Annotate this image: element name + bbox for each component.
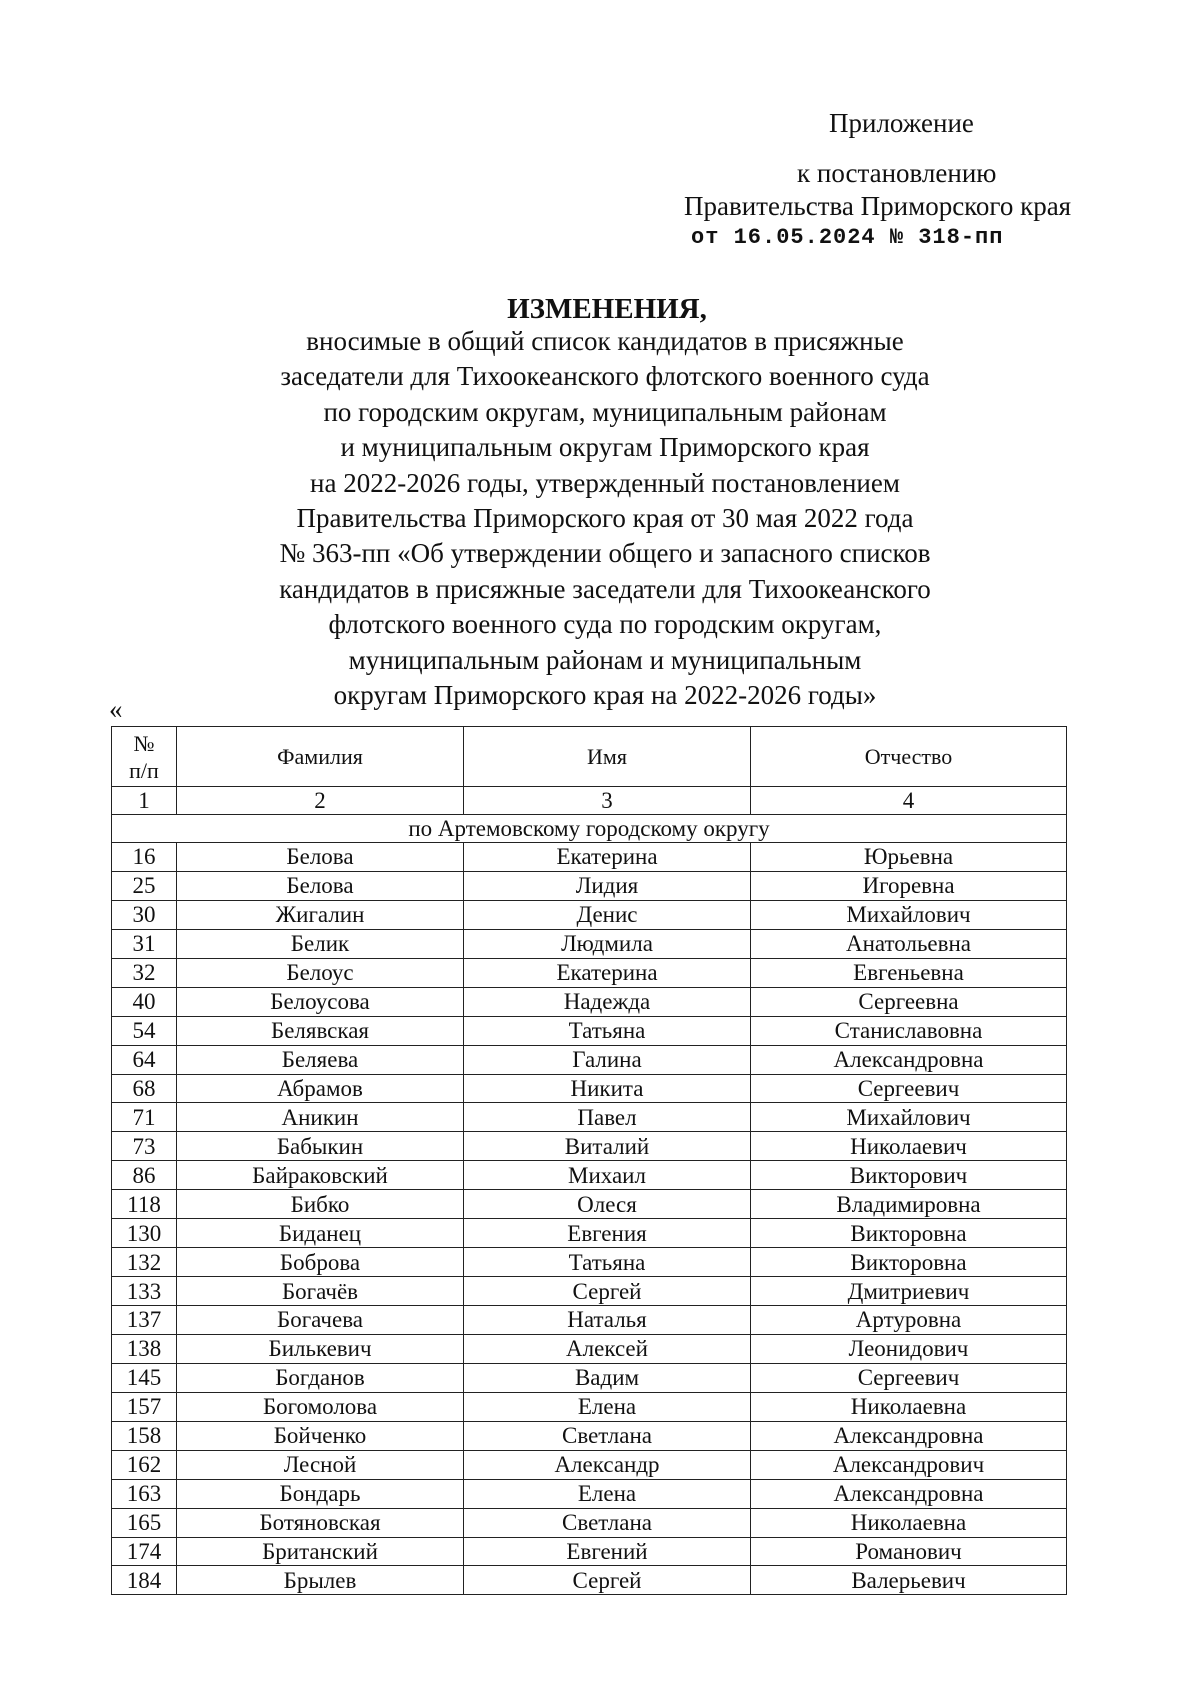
cell-name: Алексей <box>464 1334 751 1363</box>
cell-name: Елена <box>464 1479 751 1508</box>
cell-surname: Белявская <box>177 1016 464 1045</box>
table-row <box>112 871 1067 900</box>
region-label: по Артемовскому городскому округу <box>112 815 1067 843</box>
cell-number: 25 <box>112 871 177 900</box>
cell-surname: Бабыкин <box>177 1132 464 1161</box>
cell-number: 174 <box>112 1537 177 1566</box>
table-row <box>112 987 1067 1016</box>
cell-patronymic: Анатольевна <box>751 929 1067 958</box>
cell-patronymic: Александровна <box>751 1479 1067 1508</box>
index-cell: 2 <box>177 787 464 815</box>
appendix-line-2: Правительства Приморского края <box>684 191 1072 221</box>
cell-surname: Аникин <box>177 1103 464 1132</box>
cell-number: 40 <box>112 987 177 1016</box>
subtitle-line: вносимые в общий список кандидатов в присяжные <box>306 326 904 356</box>
cell-patronymic: Викторович <box>751 1161 1067 1190</box>
table-row <box>112 1219 1067 1248</box>
cell-number: 118 <box>112 1190 177 1219</box>
opening-quote-mark: « <box>109 694 123 724</box>
cell-surname: Бибко <box>177 1190 464 1219</box>
document-heading <box>0 292 1200 715</box>
cell-number: 64 <box>112 1045 177 1074</box>
cell-surname: Билькевич <box>177 1334 464 1363</box>
cell-number: 162 <box>112 1450 177 1479</box>
cell-name: Денис <box>464 900 751 929</box>
cell-patronymic: Сергеевна <box>751 987 1067 1016</box>
cell-name: Татьяна <box>464 1016 751 1045</box>
cell-name: Татьяна <box>464 1248 751 1277</box>
cell-patronymic: Владимировна <box>751 1190 1067 1219</box>
cell-patronymic: Леонидович <box>751 1334 1067 1363</box>
subtitle-line: округам Приморского края на 2022-2026 годы» <box>333 680 877 711</box>
subtitle-line: по городским округам, муниципальным районам <box>323 396 887 427</box>
table-row <box>112 1132 1067 1161</box>
cell-number: 184 <box>112 1566 177 1595</box>
cell-name: Олеся <box>464 1190 751 1219</box>
cell-name: Сергей <box>464 1566 751 1595</box>
cell-surname: Жигалин <box>177 900 464 929</box>
table-row <box>112 843 1067 872</box>
appendix-decree-number: от 16.05.2024 № 318-пп <box>691 225 1004 250</box>
cell-number: 138 <box>112 1334 177 1363</box>
cell-surname: Белоус <box>177 958 464 987</box>
appendix-line-1: к постановлению <box>797 158 997 188</box>
index-cell: 3 <box>464 787 751 815</box>
cell-number: 73 <box>112 1132 177 1161</box>
cell-name: Галина <box>464 1045 751 1074</box>
table-row <box>112 1074 1067 1103</box>
table-row <box>112 1277 1067 1306</box>
index-cell: 1 <box>112 787 177 815</box>
cell-number: 32 <box>112 958 177 987</box>
header-surname: Фамилия <box>177 727 464 787</box>
table-row <box>112 929 1067 958</box>
index-cell: 4 <box>751 787 1067 815</box>
cell-patronymic: Николаевич <box>751 1132 1067 1161</box>
table-row <box>112 1248 1067 1277</box>
table-row <box>112 1508 1067 1537</box>
subtitle-line: на 2022-2026 годы, утвержденный постановлением <box>310 467 900 498</box>
cell-surname: Лесной <box>177 1450 464 1479</box>
cell-surname: Биданец <box>177 1219 464 1248</box>
cell-number: 68 <box>112 1074 177 1103</box>
cell-patronymic: Евгеньевна <box>751 958 1067 987</box>
cell-name: Лидия <box>464 871 751 900</box>
cell-number: 54 <box>112 1016 177 1045</box>
table-row <box>112 1537 1067 1566</box>
cell-surname: Богачёв <box>177 1277 464 1306</box>
document-title: ИЗМЕНЕНИЯ, <box>507 293 707 325</box>
table-row <box>112 1103 1067 1132</box>
cell-name: Павел <box>464 1103 751 1132</box>
subtitle-line: кандидатов в присяжные заседатели для Тихоокеанского <box>279 573 931 604</box>
table-row <box>112 1566 1067 1595</box>
cell-name: Надежда <box>464 987 751 1016</box>
cell-number: 133 <box>112 1277 177 1306</box>
cell-name: Светлана <box>464 1508 751 1537</box>
table-row <box>112 1161 1067 1190</box>
cell-surname: Белик <box>177 929 464 958</box>
cell-number: 165 <box>112 1508 177 1537</box>
cell-patronymic: Михайлович <box>751 1103 1067 1132</box>
subtitle-line: № 363-пп «Об утверждении общего и запасного списков <box>279 538 931 569</box>
cell-number: 145 <box>112 1363 177 1392</box>
cell-surname: Ботяновская <box>177 1508 464 1537</box>
table-row <box>112 1016 1067 1045</box>
subtitle-line: заседатели для Тихоокеанского флотского военного суда <box>280 361 930 392</box>
cell-number: 137 <box>112 1306 177 1335</box>
candidates-table <box>111 726 1067 1595</box>
table-row <box>112 1392 1067 1421</box>
candidates-table-container <box>111 726 1066 1595</box>
cell-number: 163 <box>112 1479 177 1508</box>
cell-surname: Богданов <box>177 1363 464 1392</box>
cell-surname: Белова <box>177 843 464 872</box>
table-row <box>112 1306 1067 1335</box>
cell-surname: Богомолова <box>177 1392 464 1421</box>
table-row <box>112 900 1067 929</box>
cell-patronymic: Сергеевич <box>751 1363 1067 1392</box>
table-header-row <box>112 727 1067 787</box>
cell-surname: Абрамов <box>177 1074 464 1103</box>
cell-surname: Байраковский <box>177 1161 464 1190</box>
table-row <box>112 1190 1067 1219</box>
cell-surname: Брылев <box>177 1566 464 1595</box>
cell-patronymic: Сергеевич <box>751 1074 1067 1103</box>
cell-surname: Беляева <box>177 1045 464 1074</box>
appendix-title: Приложение <box>829 108 974 138</box>
cell-number: 157 <box>112 1392 177 1421</box>
cell-name: Людмила <box>464 929 751 958</box>
cell-name: Виталий <box>464 1132 751 1161</box>
document-subtitle <box>5 324 1200 713</box>
cell-surname: Белоусова <box>177 987 464 1016</box>
header-number-symbol: № <box>133 730 155 756</box>
cell-patronymic: Александровна <box>751 1421 1067 1450</box>
cell-surname: Белова <box>177 871 464 900</box>
cell-name: Екатерина <box>464 958 751 987</box>
cell-number: 158 <box>112 1421 177 1450</box>
cell-name: Наталья <box>464 1306 751 1335</box>
cell-patronymic: Дмитриевич <box>751 1277 1067 1306</box>
cell-patronymic: Игоревна <box>751 871 1067 900</box>
cell-name: Евгения <box>464 1219 751 1248</box>
cell-name: Екатерина <box>464 843 751 872</box>
cell-surname: Бондарь <box>177 1479 464 1508</box>
table-row <box>112 1479 1067 1508</box>
table-index-row <box>112 787 1067 815</box>
subtitle-line: муниципальным районам и муниципальным <box>348 644 862 675</box>
cell-patronymic: Викторовна <box>751 1219 1067 1248</box>
cell-patronymic: Николаевна <box>751 1392 1067 1421</box>
table-row <box>112 1363 1067 1392</box>
table-row <box>112 1045 1067 1074</box>
region-row <box>112 815 1067 843</box>
cell-name: Сергей <box>464 1277 751 1306</box>
header-name: Имя <box>464 727 751 787</box>
cell-surname: Богачева <box>177 1306 464 1335</box>
subtitle-line: Правительства Приморского края от 30 мая 2022 года <box>296 503 914 534</box>
cell-patronymic: Артуровна <box>751 1306 1067 1335</box>
cell-patronymic: Станиславовна <box>751 1016 1067 1045</box>
header-patronymic: Отчество <box>751 727 1067 787</box>
cell-number: 31 <box>112 929 177 958</box>
cell-surname: Боброва <box>177 1248 464 1277</box>
cell-number: 132 <box>112 1248 177 1277</box>
cell-number: 30 <box>112 900 177 929</box>
cell-name: Никита <box>464 1074 751 1103</box>
cell-number: 86 <box>112 1161 177 1190</box>
cell-name: Александр <box>464 1450 751 1479</box>
cell-number: 16 <box>112 843 177 872</box>
cell-name: Светлана <box>464 1421 751 1450</box>
header-number <box>112 727 177 787</box>
cell-patronymic: Александровна <box>751 1045 1067 1074</box>
subtitle-line: и муниципальным округам Приморского края <box>340 432 870 463</box>
subtitle-line: флотского военного суда по городским округам, <box>328 609 882 640</box>
header-number-abbr: п/п <box>129 757 159 783</box>
table-row <box>112 1421 1067 1450</box>
cell-number: 130 <box>112 1219 177 1248</box>
cell-surname: Британский <box>177 1537 464 1566</box>
table-row <box>112 1450 1067 1479</box>
cell-name: Вадим <box>464 1363 751 1392</box>
cell-number: 71 <box>112 1103 177 1132</box>
cell-patronymic: Александрович <box>751 1450 1067 1479</box>
table-row <box>112 1334 1067 1363</box>
table-row <box>112 958 1067 987</box>
cell-patronymic: Романович <box>751 1537 1067 1566</box>
cell-name: Елена <box>464 1392 751 1421</box>
cell-patronymic: Валерьевич <box>751 1566 1067 1595</box>
cell-surname: Бойченко <box>177 1421 464 1450</box>
cell-name: Михаил <box>464 1161 751 1190</box>
appendix-block <box>0 0 1200 270</box>
cell-patronymic: Викторовна <box>751 1248 1067 1277</box>
cell-name: Евгений <box>464 1537 751 1566</box>
cell-patronymic: Николаевна <box>751 1508 1067 1537</box>
cell-patronymic: Юрьевна <box>751 843 1067 872</box>
cell-patronymic: Михайлович <box>751 900 1067 929</box>
